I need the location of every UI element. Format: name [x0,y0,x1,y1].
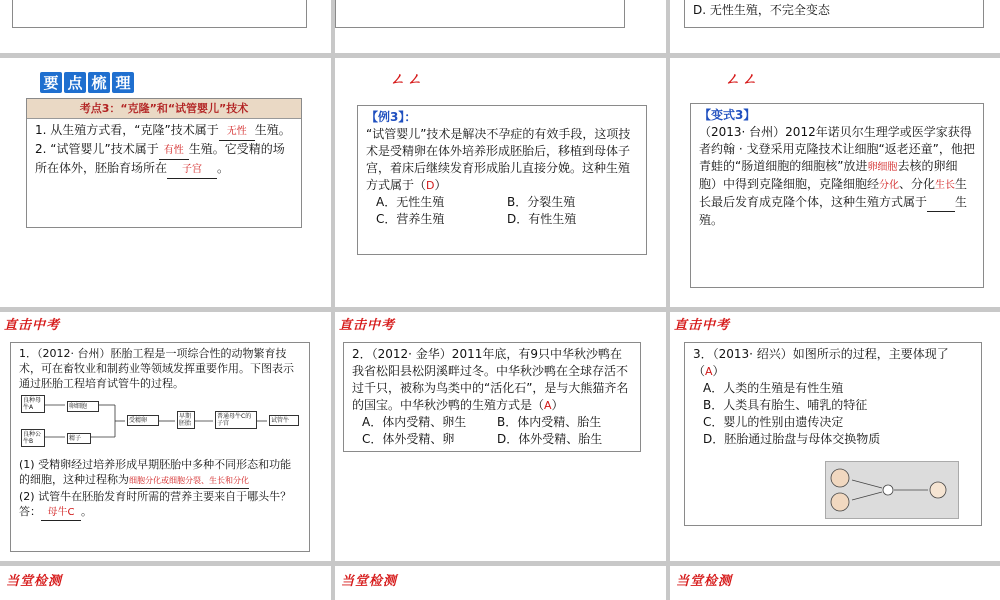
variant3-question: （2013· 台州）2012年诺贝尔生理学或医学家获得者约翰 · 戈登采用克隆技术让细胞“返老还童”，他把青蛙的“肠道细胞的细胞核”放进卵细胞去核的卵细胞）中得到克隆细胞，克隆细胞经分化、分化生长生长最后发育成克隆个体，这种生殖方式属于 生殖。 [699,125,975,227]
option-d: D．体外受精、胎生 [497,432,603,446]
point-title: 考点3：“克隆”和“试管婴儿”技术 [27,99,301,119]
slide-variant3 [670,58,1000,307]
variant3-answer-1: 卵细胞 [867,162,898,173]
q1-part1: (1) 受精卵经过培养形成早期胚胎中多种不同形态和功能的细胞，这种过程称为细胞分化或细胞分裂、生长和分化 [19,457,301,489]
q3-card [684,342,982,526]
answer-youxing: 有性 [159,142,189,160]
option-a: A．无性生殖 [376,195,445,209]
section-label-attack: 直击中考 [339,318,396,333]
review-item-2: 2. “试管婴儿”技术属于 有性 生殖。它受精的场所在体外，胚胎育场所在 子宫 。 [35,141,293,179]
option-d-text: D. 无性生殖，不完全变态 [693,3,830,17]
option-a: A．体内受精、卵生 [362,415,467,429]
option-d: D．有性生殖 [507,212,577,226]
badge-1: 要 [40,72,62,93]
variant3-header: 【变式3】 [699,108,756,122]
logo-script: ㄥㄥ [390,70,425,88]
slide-top-middle [335,0,666,53]
slide-q2 [335,312,666,561]
section-label-check: 当堂检测 [676,574,733,589]
q2-options [352,414,632,448]
option-c: C．营养生殖 [376,212,445,226]
slide-top-left [0,0,331,53]
slide-example3 [335,58,666,307]
box-uterus: 普通母牛C的子宫 [215,411,257,429]
box-sperm: 精子 [67,433,91,444]
example3-header: 【例3】： [366,110,417,124]
figure-drawing [826,462,958,518]
section-label-attack: 直击中考 [4,318,61,333]
variant3-answer-3: 生长 [935,180,956,191]
variant3-card [690,103,984,288]
q3-stem: 3．（2013· 绍兴）如图所示的过程，主要体现了（A） [693,347,949,378]
slide-review [0,58,331,307]
logo-script: ㄥㄥ [725,70,760,88]
q1-card [10,342,310,552]
badge-2: 点 [64,72,86,93]
example3-question: “试管婴儿”技术是解决不孕症的有效手段，这项技术是受精卵在体外培养形成胚胎后，移植到母体子宫，着床后继续发育形成胎儿直接分娩。这种生殖方式属于（D） [366,127,631,192]
q3-options [693,380,973,448]
option-a: A．人类的生殖是有性生殖 [703,381,844,395]
example3-card [357,105,647,255]
box-cow-a: 良种母牛A [21,395,45,413]
card-top-right [684,0,984,28]
box-zygote: 受精卵 [127,415,159,426]
answer-zigong: 子宫 [167,161,217,179]
card-top-left [12,0,307,28]
option-c: C．体外受精、卵 [362,432,455,446]
badge-3: 梳 [88,72,110,93]
slide-q3 [670,312,1000,561]
option-b: B．体内受精、胎生 [497,415,602,429]
q2-answer: A [544,399,552,412]
q2-stem: 2．（2012· 金华）2011年底，有9只中华秋沙鸭在我省松阳县松阴溪畔过冬。中华秋沙鸭在全球存活不过千只，被称为鸟类中的“活化石”，是与大熊猫齐名的国宝。中华秋沙鸭的生殖方式是（A） [352,347,629,412]
badge-4: 理 [112,72,134,93]
q3-answer: A [705,365,713,378]
embryo-diagram [19,393,301,455]
example3-answer: D [426,179,435,192]
review-item-1: 1. 从生殖方式看，“克隆”技术属于 无性 生殖。 [35,122,293,141]
q1-answer-2: 母牛C [41,505,81,521]
section-label-attack: 直击中考 [674,318,731,333]
box-egg: 卵细胞 [67,401,99,412]
slide-top-right [670,0,1000,53]
slide-check-3 [670,566,1000,600]
review-badges [40,72,134,93]
variant3-answer-2: 分化 [879,180,900,191]
answer-wuxing: 无性 [219,123,255,141]
reproduction-figure [825,461,959,519]
card-top-middle [335,0,625,28]
q1-part2: (2) 试管牛在胚胎发育时所需的营养主要来自于哪头牛？答： 母牛C 。 [19,489,301,521]
slide-q1 [0,312,331,561]
option-b: B．分裂生殖 [507,195,576,209]
q1-answer-1: 细胞分化或细胞分裂、生长和分化 [129,473,249,489]
slide-check-2 [335,566,666,600]
review-card [26,98,302,228]
q1-stem: 1．（2012· 台州）胚胎工程是一项综合性的动物繁育技术，可在畜牧业和制药业等领域发挥重要作用。下图表示通过胚胎工程培育试管牛的过程。 [19,347,294,390]
box-test-tube-cow: 试管牛 [269,415,299,426]
example3-options [366,194,638,228]
slide-check-1 [0,566,331,600]
diagram-arrows [19,393,309,455]
q2-card [343,342,641,452]
option-d: D．胚胎通过胎盘与母体交换物质 [703,432,881,446]
section-label-check: 当堂检测 [341,574,398,589]
option-b: B．人类具有胎生、哺乳的特征 [703,398,868,412]
section-label-check: 当堂检测 [6,574,63,589]
box-cow-b: 良种公牛B [21,429,45,447]
box-early-embryo: 早期胚胎 [177,411,195,429]
option-c: C．婴儿的性别由遗传决定 [703,415,844,429]
